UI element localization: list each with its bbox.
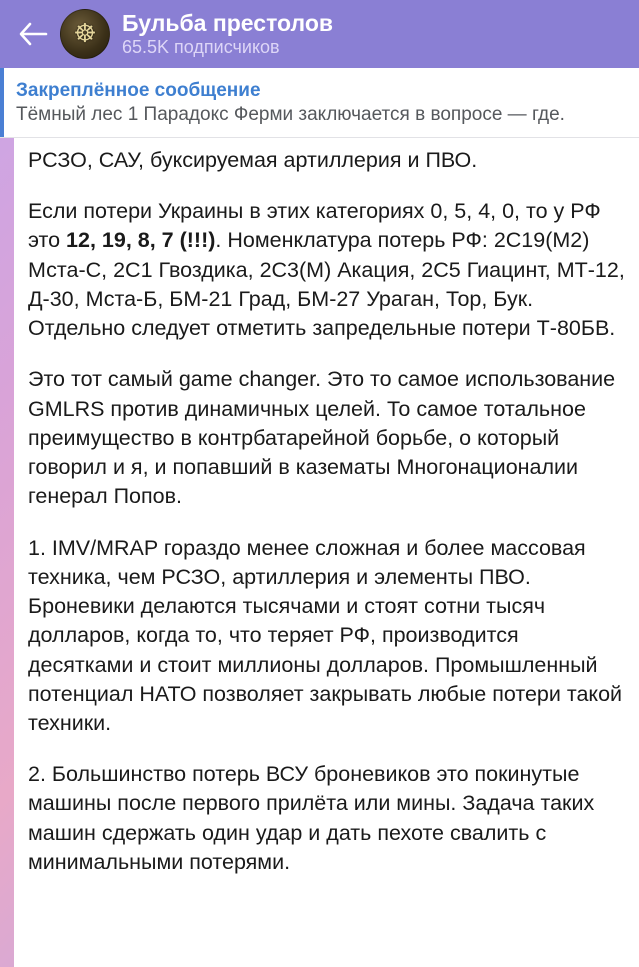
pinned-message-bar[interactable]: [0, 68, 639, 138]
message-paragraph: [28, 534, 625, 739]
message-paragraph: [28, 146, 625, 175]
back-button[interactable]: [10, 11, 56, 57]
header-titles[interactable]: [122, 10, 333, 59]
message-text-bold: 12, 19, 8, 7 (!!!): [66, 228, 216, 253]
message-paragraph: [28, 365, 625, 511]
message-list[interactable]: [0, 138, 639, 967]
message-bubble[interactable]: [14, 138, 639, 967]
avatar-glyph: ☸: [73, 19, 97, 49]
message-paragraph: [28, 197, 625, 343]
message-text: 2. Большинство потерь ВСУ броневиков это покинутые машины после первого прилёта или мины. Задача таких машин сдержать один удар и дать пехоте свалить с минимальными потерями.: [28, 762, 595, 874]
pinned-preview-text: Тёмный лес 1 Парадокс Ферми заключается в вопросе — где.: [16, 104, 565, 126]
chat-header: [0, 0, 639, 68]
pinned-content: [4, 68, 639, 137]
message-text: 1. IMV/MRAP гораздо менее сложная и более массовая техника, чем РСЗО, артиллерия и элементы ПВО. Броневики делаются тысячами и стоят сотни тысяч долларов, когда то, что теряет РФ, производится десятками и стоит миллионы долларов. Промышленный потенциал НАТО позволяет закрывать любые потери такой техники.: [28, 535, 623, 735]
message-paragraph: [28, 760, 625, 877]
chat-subscribers: 65.5K подписчиков: [122, 36, 280, 57]
arrow-left-icon: [18, 21, 48, 47]
avatar[interactable]: [60, 9, 110, 59]
pinned-label: Закреплённое сообщение: [16, 80, 261, 102]
chat-title: Бульба престолов: [122, 9, 334, 36]
message-text: Если потери Украины в этих категориях 0, 5, 4, 0, то у РФ это: [28, 199, 601, 253]
message-text: РСЗО, САУ, буксируемая артиллерия и ПВО.: [28, 148, 478, 172]
message-text: . Номенклатура потерь РФ: 2С19(М2) Мста-С, 2С1 Гвоздика, 2С3(М) Акация, 2С5 Гиацинт, МТ-12, Д-30, Мста-Б, БМ-21 Град, БМ-27 Ураган, Тор, Бук. Отдельно следует отметить запредельные потери Т-80БВ.: [28, 228, 625, 341]
message-text: Это тот самый game changer. Это то самое использование GMLRS против динамичных целей. То самое тотальное преимущество в контрбатарейной борьбе, о который говорил и я, и попавший в казематы Многонационалии генерал Попов.: [28, 367, 616, 509]
